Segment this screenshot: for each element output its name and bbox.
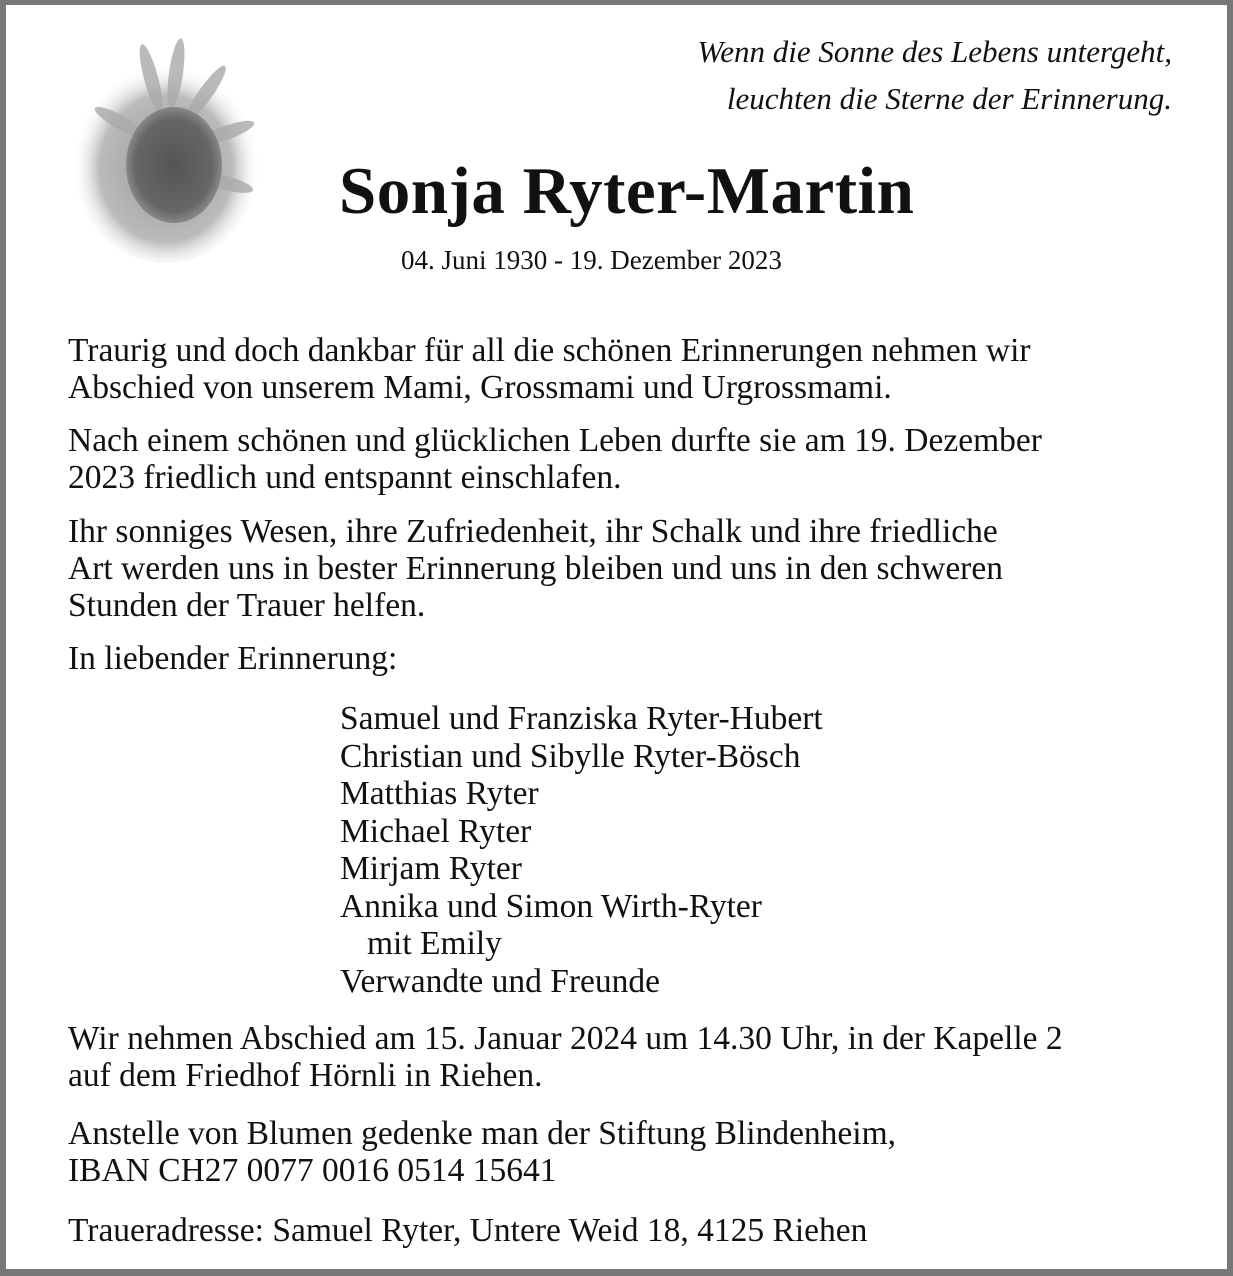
text-line: auf dem Friedhof Hörnli in Riehen. xyxy=(68,1057,543,1094)
text-line: Art werden uns in bester Erinnerung bleiben und uns in den schweren xyxy=(68,550,1003,587)
mourner: Verwandte und Freunde xyxy=(340,962,661,1000)
text-line: Traueradresse: Samuel Ryter, Untere Weid 18, 4125 Riehen xyxy=(68,1212,868,1249)
mourner: Mirjam Ryter xyxy=(340,850,522,887)
text-line: 2023 friedlich und entspannt einschlafen. xyxy=(68,459,622,496)
life-dates: 04. Juni 1930 - 19. Dezember 2023 xyxy=(401,245,782,275)
memorial-quote xyxy=(697,28,1172,122)
mourners-list xyxy=(340,700,823,1000)
obituary-notice xyxy=(6,5,1227,1269)
mourner: Christian und Sibylle Ryter-Bösch xyxy=(340,737,801,775)
paragraph-memory xyxy=(68,513,1003,624)
paragraph-address xyxy=(68,1212,867,1249)
paragraph-gratitude xyxy=(68,332,1031,406)
text-line: Wir nehmen Abschied am 15. Januar 2024 um 14.30 Uhr, in der Kapelle 2 xyxy=(68,1020,1063,1057)
mourner: mit Emily xyxy=(367,925,502,962)
text-line: Ihr sonniges Wesen, ihre Zufriedenheit, ihr Schalk und ihre friedliche xyxy=(68,513,998,550)
mourner: Samuel und Franziska Ryter-Hubert xyxy=(340,700,823,737)
quote-line: Wenn die Sonne des Lebens untergeht, xyxy=(697,34,1172,69)
quote-line: leuchten die Sterne der Erinnerung. xyxy=(726,81,1172,116)
text-line: IBAN CH27 0077 0016 0514 15641 xyxy=(68,1152,557,1189)
sunflower-image xyxy=(66,33,266,263)
paragraph-farewell xyxy=(68,1020,1063,1094)
paragraph-donation xyxy=(68,1115,896,1189)
text-line: Abschied von unserem Mami, Grossmami und Urgrossmami. xyxy=(68,369,892,406)
text-line: In liebender Erinnerung: xyxy=(68,640,398,677)
text-line: Stunden der Trauer helfen. xyxy=(68,587,426,624)
paragraph-in-memory xyxy=(68,640,397,677)
deceased-name: Sonja Ryter-Martin xyxy=(339,154,915,228)
text-line: Nach einem schönen und glücklichen Leben durfte sie am 19. Dezember xyxy=(68,422,1042,459)
text-line: Anstelle von Blumen gedenke man der Stiftung Blindenheim, xyxy=(68,1115,897,1152)
mourner: Annika und Simon Wirth-Ryter xyxy=(340,887,762,925)
mourner: Matthias Ryter xyxy=(340,775,539,812)
paragraph-passing xyxy=(68,422,1042,496)
text-line: Traurig und doch dankbar für all die schönen Erinnerungen nehmen wir xyxy=(68,332,1031,369)
mourner: Michael Ryter xyxy=(340,812,532,850)
